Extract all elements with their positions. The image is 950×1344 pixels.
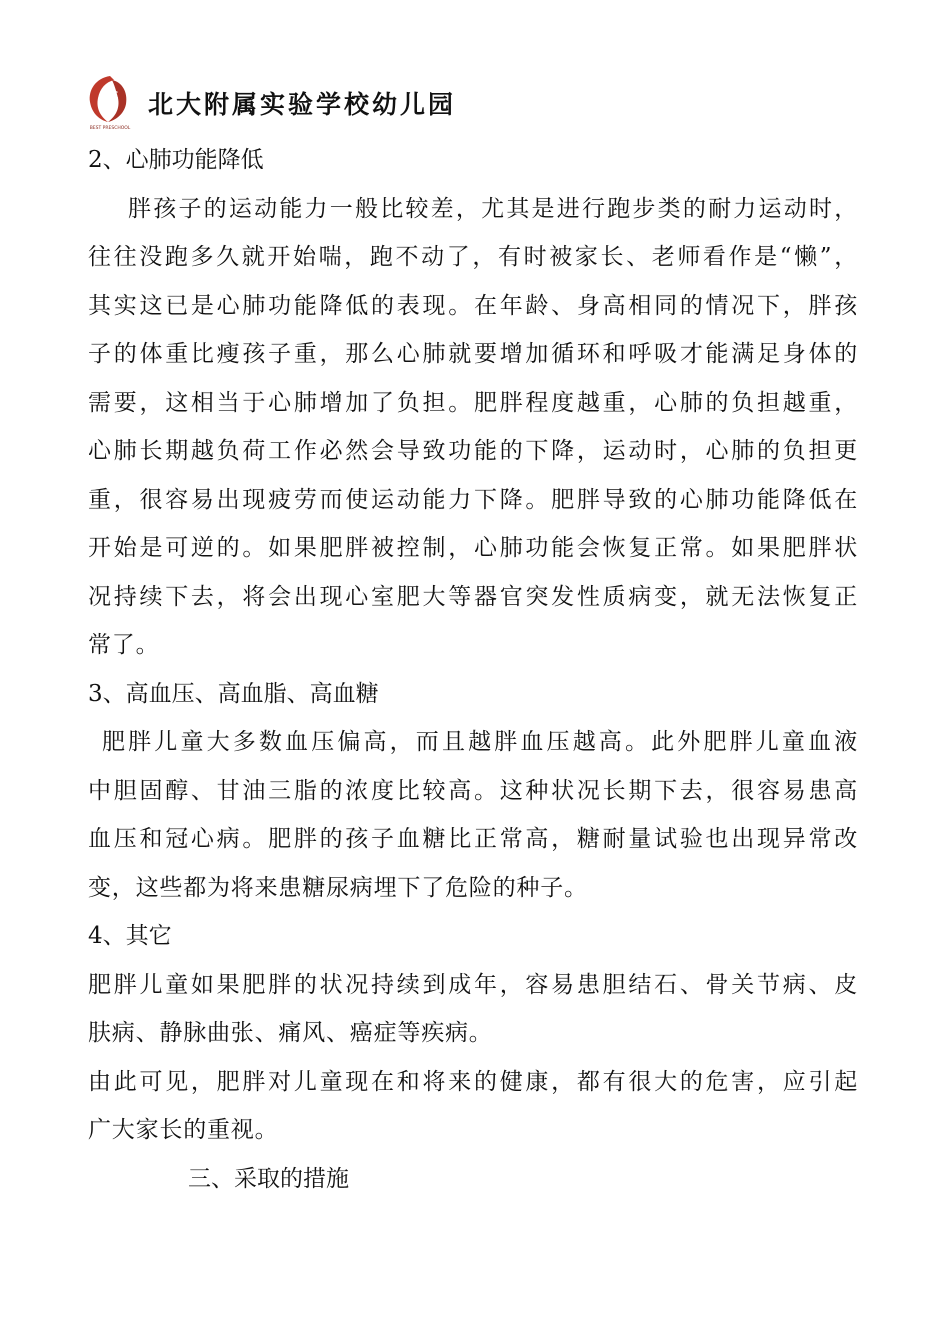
paragraph-line: 变，这些都为将来患糖尿病埋下了危险的种子。	[88, 874, 588, 901]
school-logo	[78, 72, 142, 132]
paragraph-line: 肤病、静脉曲张、痛风、癌症等疾病。	[88, 1020, 493, 1046]
paragraph-line: 往往没跑多久就开始喘，跑不动了，有时被家长、老师看作是“懒”，	[88, 244, 858, 270]
paragraph-line: 重，很容易出现疲劳而使运动能力下降。肥胖导致的心肺功能降低在	[88, 486, 858, 513]
svg-text:BEST PRESCHOOL: BEST PRESCHOOL	[89, 126, 131, 131]
svg-text:附实: 附实	[99, 102, 119, 112]
paragraph-line: 子的体重比瘦孩子重，那么心肺就要增加循环和呼吸才能满足身体的	[88, 341, 858, 367]
paragraph-line: 胖孩子的运动能力一般比较差，尤其是进行跑步类的耐力运动时，	[128, 195, 858, 222]
section-heading-measures: 三、采取的措施	[188, 1165, 349, 1192]
paragraph-line: 况持续下去，将会出现心室肥大等器官突发性质病变，就无法恢复正	[88, 583, 858, 610]
school-name: 北大附属实验学校幼儿园	[148, 90, 457, 119]
conclusion-line: 广大家长的重视。	[88, 1117, 279, 1143]
paragraph-line: 血压和冠心病。肥胖的孩子血糖比正常高，糖耐量试验也出现异常改	[88, 826, 858, 852]
paragraph-line: 常了。	[88, 632, 160, 658]
paragraph-line: 心肺长期越负荷工作必然会导致功能的下降，运动时，心肺的负担更	[88, 438, 858, 464]
document-header	[78, 72, 456, 132]
section-heading-2: 2、心肺功能降低	[88, 147, 264, 173]
conclusion-line: 由此可见，肥胖对儿童现在和将来的健康，都有很大的危害，应引起	[88, 1068, 858, 1095]
section-heading-4: 4、其它	[88, 923, 172, 949]
section-heading-3: 3、高血压、高血脂、高血糖	[88, 680, 379, 707]
paragraph-line: 中胆固醇、甘油三脂的浓度比较高。这种状况长期下去，很容易患高	[88, 777, 858, 804]
paragraph-line: 其实这已是心肺功能降低的表现。在年龄、身高相同的情况下，胖孩	[88, 292, 858, 319]
document-body	[88, 136, 858, 1203]
paragraph-line: 肥胖儿童大多数血压偏高，而且越胖血压越高。此外肥胖儿童血液	[102, 729, 858, 755]
paragraph-line: 开始是可逆的。如果肥胖被控制，心肺功能会恢复正常。如果肥胖状	[88, 535, 858, 561]
svg-text:北大: 北大	[99, 90, 119, 100]
paragraph-line: 肥胖儿童如果肥胖的状况持续到成年，容易患胆结石、骨关节病、皮	[88, 971, 858, 998]
paragraph-line: 需要，这相当于心肺增加了负担。肥胖程度越重，心肺的负担越重，	[88, 389, 858, 416]
school-logo-icon	[78, 72, 142, 132]
